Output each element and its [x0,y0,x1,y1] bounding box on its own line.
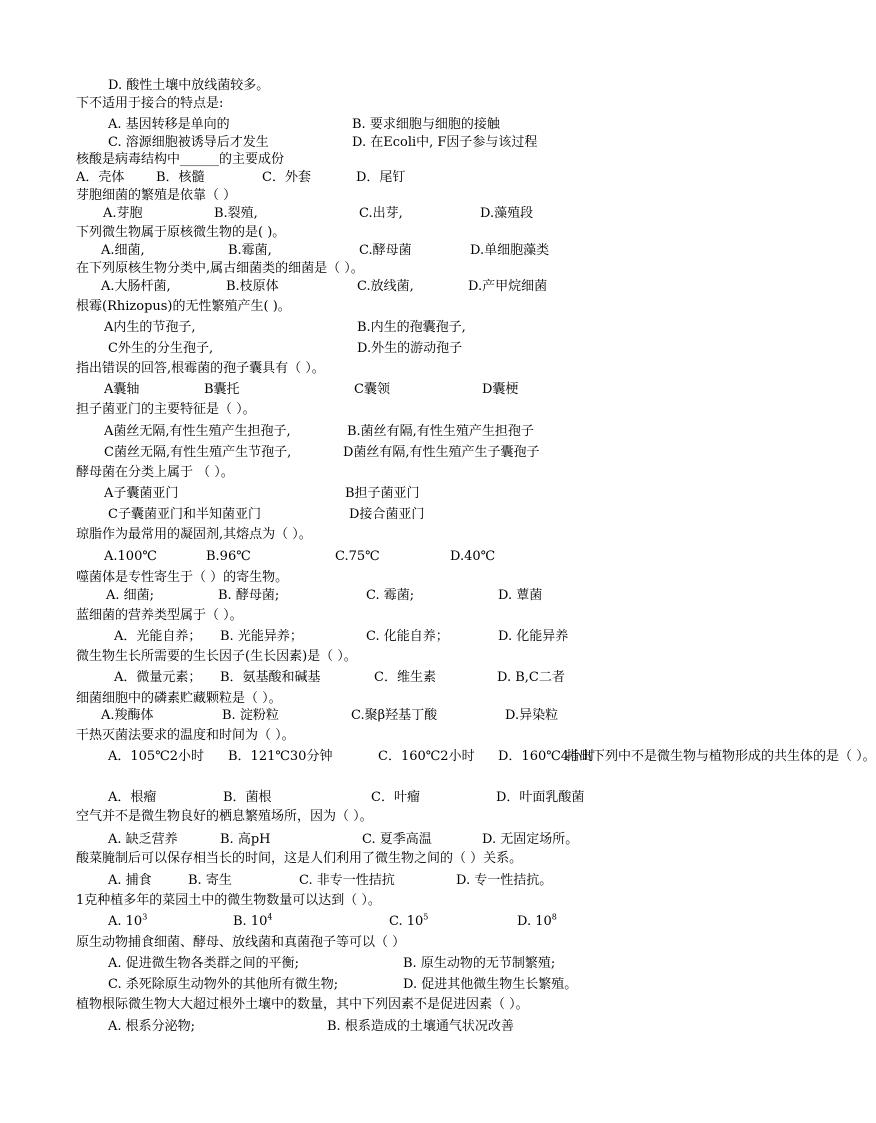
question-text: 干热灭菌法要求的温度和时间为（ ）。 [76,728,295,743]
answer-option: C．外套 [262,170,311,185]
answer-option: A. 细菌; [106,588,155,603]
question-text: 噬菌体是专性寄生于（ ）的寄生物。 [76,570,289,585]
question-text: 酵母菌在分类上属于 （ ）。 [76,465,234,480]
question-text: 原生动物捕食细菌、酵母、放线菌和真菌孢子等可以（ ） [76,935,406,950]
answer-option: B. 要求细胞与细胞的接触 [352,117,500,132]
question-text: 核酸是病毒结构中______的主要成份 [76,152,285,167]
answer-option: B．核髓 [156,170,205,185]
answer-option: A. 促进微生物各类群之间的平衡; [108,956,300,971]
answer-option: B.枝原体 [226,279,279,294]
question-text: 琼脂作为最常用的凝固剂,其熔点为（ ）。 [76,527,312,542]
answer-option: B.裂殖, [214,206,258,221]
answer-option: A．光能自养； [114,629,202,644]
answer-option: D. B,C二者 [497,670,565,685]
question-text: 根霉(Rhizopus)的无性繁殖产生( )。 [76,299,291,314]
answer-option: C囊领 [354,382,390,397]
answer-option: C.出芽, [359,206,403,221]
answer-option: C. 化能自养； [366,629,449,644]
answer-option: B. 淀粉粒 [222,708,279,723]
answer-option: D.藻殖段 [480,206,534,221]
question-text: 酸菜腌制后可以保存相当长的时间，这是人们利用了微生物之间的（ ）关系。 [76,851,523,866]
answer-option: C.聚β羟基丁酸 [351,708,438,723]
answer-option: A．根瘤 [108,790,157,805]
answer-option: D. 无固定场所。 [482,832,579,847]
answer-option: A．微量元素； [114,670,202,685]
answer-option: D. 酸性土壤中放线菌较多。 [108,78,270,93]
answer-option: D. 化能异养 [498,629,569,644]
answer-option: C.75℃ [335,549,380,564]
exponent: 8 [551,912,557,922]
answer-option: C子囊菌亚门和半知菌亚门 [108,507,261,522]
question-text: 空气并不是微生物良好的栖息繁殖场所，因为（ ）。 [76,809,373,824]
answer-option: D.外生的游动孢子 [357,341,463,356]
answer-option: B. $10^4$ [233,912,273,929]
answer-option: A子囊菌亚门 [104,486,179,501]
answer-option: C．叶瘤 [371,790,420,805]
answer-option: D.单细胞藻类 [470,243,550,258]
answer-option: C．160℃2小时 [378,749,475,764]
answer-option: B．菌根 [223,790,272,805]
answer-option: C. 杀死除原生动物外的其他所有微生物; [108,977,339,992]
question-text: 微生物生长所需要的生长因子(生长因素)是（ ）。 [76,649,357,664]
answer-option: D. 在Ecoli中, F因子参与该过程 [352,135,538,150]
answer-option: B. 光能异养； [220,629,303,644]
answer-option: A. 基因转移是单向的 [108,117,230,132]
exponent: 4 [267,912,273,922]
answer-option: C.酵母菌 [359,243,412,258]
answer-option: B.菌丝有隔,有性生殖产生担孢子 [347,424,534,439]
answer-option: A. 缺乏营养 [108,832,178,847]
answer-option: B. 原生动物的无节制繁殖; [403,956,556,971]
answer-option: B．氨基酸和碱基 [220,670,321,685]
answer-option: A. 根系分泌物; [108,1019,196,1034]
answer-option: B．121℃30分钟 [228,749,333,764]
answer-option: B.霉菌, [228,243,272,258]
question-text: 下列微生物属于原核微生物的是( )。 [76,225,286,240]
answer-option: B. 酵母菌; [218,588,280,603]
answer-option: B. 寄生 [188,873,232,888]
answer-option: A.100℃ [104,549,157,564]
answer-option: A. $10^3$ [108,912,148,929]
question-text: 指出下列中不是微生物与植物形成的共生体的是（ ）。 [566,749,876,764]
question-text: 芽胞细菌的繁殖是依靠（ ） [76,188,237,203]
answer-option: B.内生的孢囊孢子, [357,320,466,335]
answer-option: D菌丝有隔,有性生殖产生子囊孢子 [343,445,540,460]
answer-option: A内生的节孢子, [104,320,196,335]
answer-option: D. $10^8$ [517,912,557,929]
answer-option: B.96℃ [206,549,251,564]
answer-option: D囊梗 [482,382,519,397]
exponent: 5 [423,912,429,922]
question-text: 担子菌亚门的主要特征是（ ）。 [76,402,256,417]
answer-option: D接合菌亚门 [349,507,425,522]
answer-option: D. 促进其他微生物生长繁殖。 [403,977,578,992]
answer-option: C. 溶源细胞被诱导后才发生 [108,135,269,150]
answer-option: D．叶面乳酸菌 [496,790,585,805]
answer-option: B囊托 [204,382,240,397]
answer-option: C. $10^5$ [389,912,429,929]
answer-option: D.产甲烷细菌 [468,279,548,294]
answer-option: A菌丝无隔,有性生殖产生担孢子, [104,424,291,439]
answer-option: D. 蕈菌 [498,588,543,603]
question-text: 在下列原核生物分类中,属古细菌类的细菌是（ ）。 [76,261,364,276]
answer-option: C. 夏季高温 [362,832,432,847]
answer-option: C菌丝无隔,有性生殖产生节孢子, [104,445,292,460]
answer-option: B. 高pH [220,832,271,847]
answer-option: C.放线菌, [357,279,414,294]
question-text: 植物根际微生物大大超过根外土壤中的数量，其中下列因素不是促进因素（ ）。 [76,997,529,1012]
answer-option: A.羧酶体 [101,708,154,723]
answer-option: A．壳体 [76,170,125,185]
answer-option: A. 捕食 [108,873,152,888]
answer-option: A.芽胞 [103,206,143,221]
answer-option: C外生的分生孢子, [108,341,214,356]
answer-option: D.40℃ [450,549,496,564]
question-text: 蓝细菌的营养类型属于（ ）。 [76,608,243,623]
answer-option: A.细菌, [101,243,145,258]
question-text: 指出错误的回答,根霉菌的孢子囊具有（ ）。 [76,361,325,376]
answer-option: C．维生素 [374,670,436,685]
answer-option: D．尾钉 [356,170,406,185]
question-text: 下不适用于接合的特点是: [76,96,224,111]
exponent: 3 [142,912,148,922]
answer-option: A.大肠杆菌, [101,279,171,294]
answer-option: D. 专一性拮抗。 [456,873,553,888]
answer-option: B担子菌亚门 [345,486,420,501]
question-text: 细菌细胞中的磷素贮藏颗粒是（ ）。 [76,691,282,706]
question-text: 1克种植多年的菜园土中的微生物数量可以达到（ ）。 [76,893,381,908]
answer-option: C. 非专一性拮抗 [299,873,395,888]
answer-option: A．105℃2小时 [108,749,205,764]
answer-option: C. 霉菌; [366,588,415,603]
answer-option: A囊轴 [104,382,140,397]
answer-option: B. 根系造成的土壤通气状况改善 [327,1019,514,1034]
answer-option: D．160℃4小时 [498,749,596,764]
answer-option: D.异染粒 [505,708,559,723]
